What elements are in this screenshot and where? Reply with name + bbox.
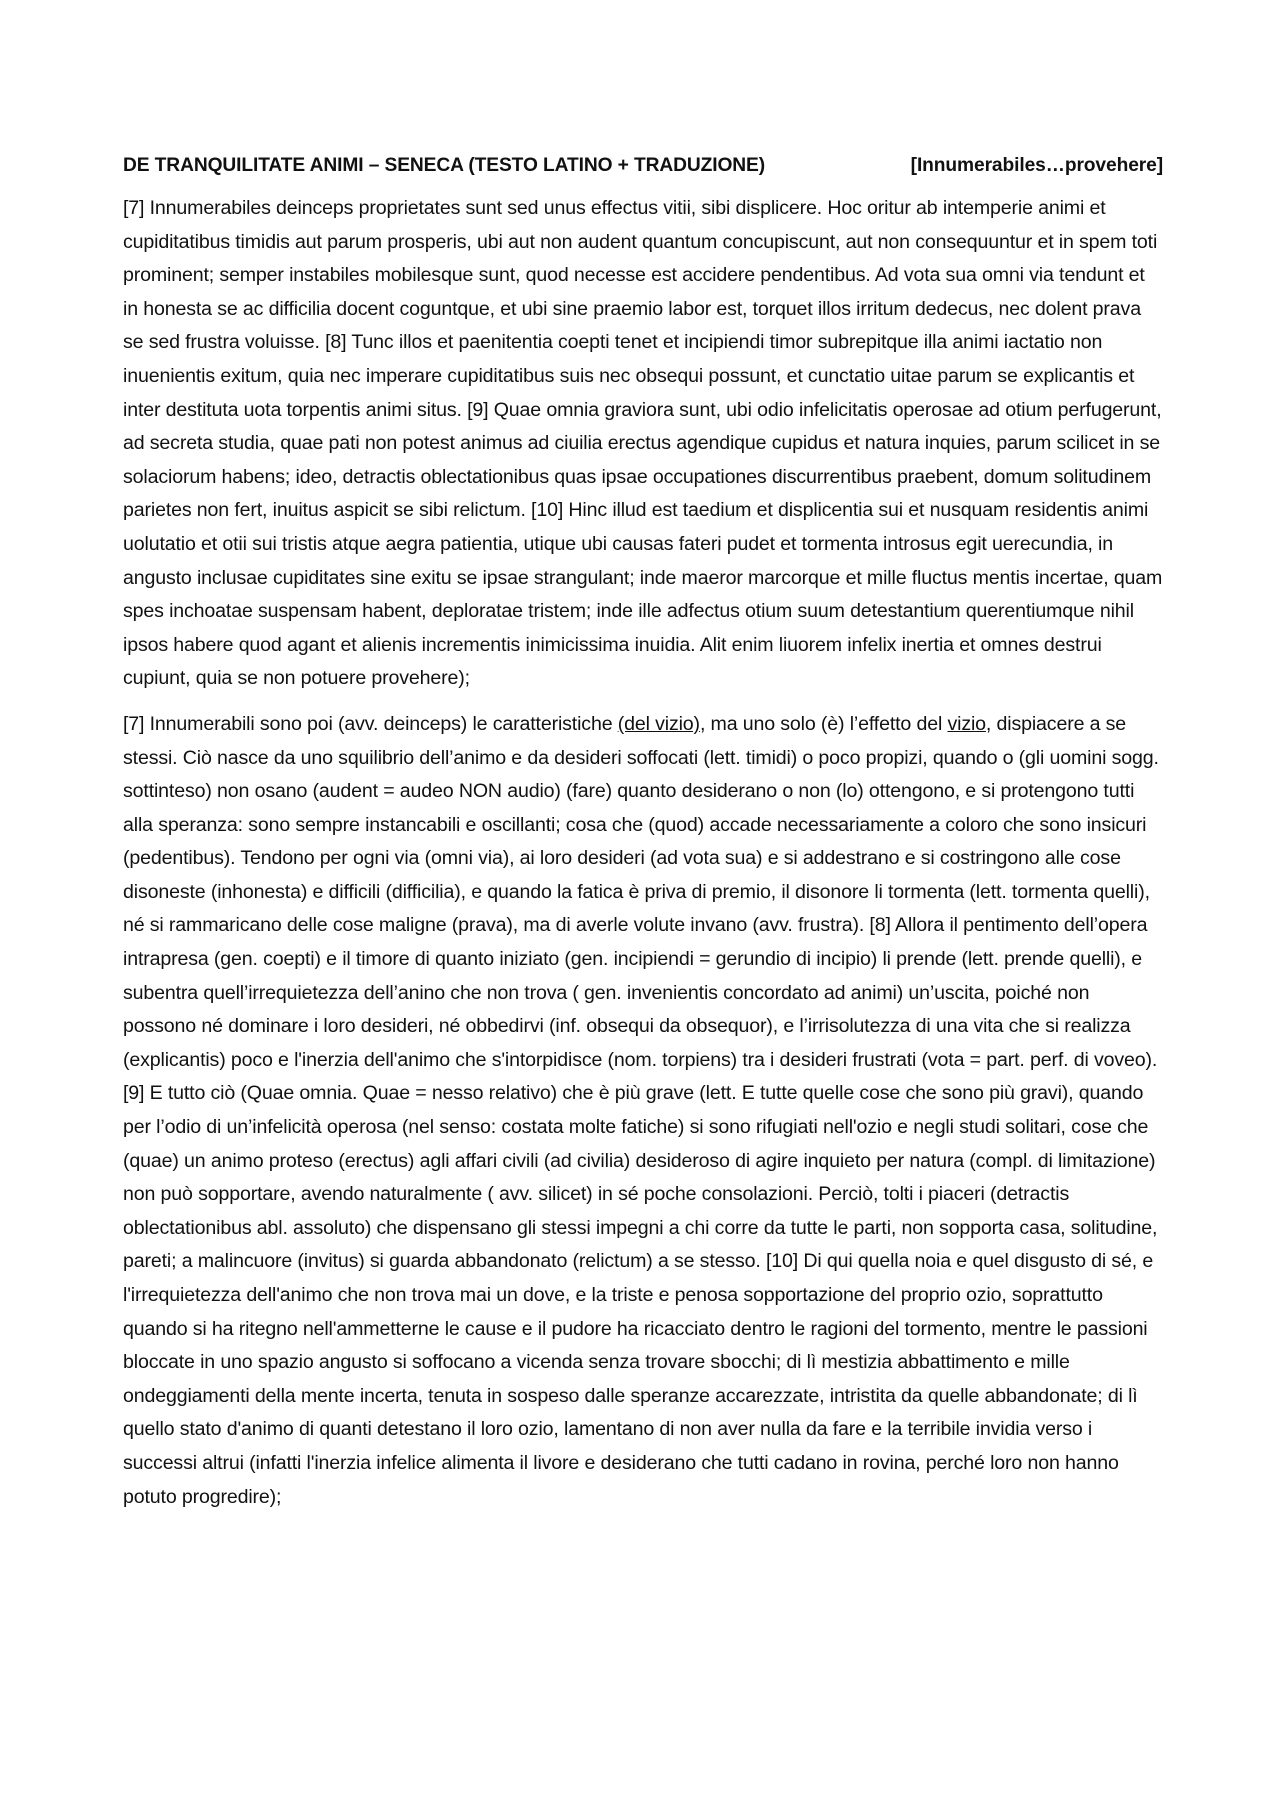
translation-part-2: , ma uno solo (è) l’effetto del — [699, 712, 948, 735]
latin-text-paragraph: [7] Innumerabiles deinceps proprietates sunt sed unus effectus vitii, sibi displicere. Hoc oritur ab intemperie animi et cupiditatibus timidis aut parum prosperis, ubi aut non audent quantum concupiscunt, aut non consequuntur et in spem toti prominent; semper instabiles mobilesque sunt, quod necesse est accidere pendentibus. Ad vota sua omni via tendunt et in honesta se ac difficilia docent coguntque, et ubi sine praemio labor est, torquet illos irritum dedecus, nec dolent prava se sed frustra voluisse. [8] Tunc illos et paenitentia coepti tenet et incipiendi timor subrepitque illa animi iactatio non inuenientis exitum, quia nec imperare cupiditatibus suis nec obsequi possunt, et cunctatio uitae parum se explicantis et inter destituta uota torpentis animi situs. [9] Quae omnia graviora sunt, ubi odio infelicitatis operosae ad otium perfugerunt, ad secreta studia, quae pati non potest animus ad ciuilia erectus agendique cupidus et natura inquies, parum scilicet in se solaciorum habens; ideo, detractis oblectationibus quas ipsae occupationes discurrentibus praebent, domum solitudinem parietes non fert, inuitus aspicit se sibi relictum. [10] Hinc illud est taedium et displicentia sui et nusquam residentis animi uolutatio et otii sui tristis atque aegra patientia, utique ubi causas fateri pudet et tormenta introsus egit uerecundia, in angusto inclusae cupiditates sine exitu se ipsae strangulant; inde maeror marcorque et mille fluctus mentis incertae, quam spes inchoatae suspensam habent, deploratae tristem; inde ille adfectus otium suum detestantium querentiumque nihil ipsos habere quod agant et alienis incrementis inimicissima inuidia. Alit enim liuorem infelix inertia et omnes destrui cupiunt, quia se non potuere provehere); — [123, 197, 1163, 690]
translation-underline-del-vizio: (del vizio) — [617, 712, 700, 735]
document-page — [123, 152, 1163, 1514]
document-header — [123, 152, 1163, 180]
document-title: DE TRANQUILITATE ANIMI – SENECA (TESTO LATINO + TRADUZIONE) — [123, 155, 766, 176]
section-range: [Innumerabiles…provehere] — [910, 155, 1163, 176]
translation-part-1: [7] Innumerabili sono poi (avv. deinceps) le caratteristiche — [123, 712, 618, 735]
italian-translation-paragraph — [123, 708, 1163, 1514]
translation-underline-vizio: vizio — [947, 712, 986, 735]
translation-part-3: , dispiacere a se stessi. Ciò nasce da uno squilibrio dell’animo e da desideri soffocati (lett. timidi) o poco propizi, quando o (gli uomini sogg. sottinteso) non osano (audent = audeo NON audio) (fare) quanto desiderano o non (lo) ottengono, e si protengono tutti alla speranza: sono sempre instancabili e oscillanti; cosa che (quod) accade necessariamente a coloro che sono insicuri (pedentibus). Tendono per ogni via (omni via), ai loro desideri (ad vota sua) e si addestrano e si costringono alle cose disoneste (inhonesta) e difficili (difficilia), e quando la fatica è priva di premio, il disonore li tormenta (lett. tormenta quelli), né si rammaricano delle cose maligne (prava), ma di averle volute invano (avv. frustra). [8] Allora il pentimento dell’opera intrapresa (gen. coepti) e il timore di quanto iniziato (gen. incipiendi = gerundio di incipio) li prende (lett. prende quelli), e subentra quell’irrequietezza dell’anino che non trova ( gen. invenientis concordato ad animi) un’uscita, poiché non possono né dominare i loro desideri, né obbedirvi (inf. obsequi da obsequor), e l’irrisolutezza di una vita che si realizza (explicantis) poco e l'inerzia dell'animo che s'intorpidisce (nom. torpiens) tra i desideri frustrati (vota = part. perf. di voveo). [9] E tutto ciò (Quae omnia. Quae = nesso relativo) che è più grave (lett. E tutte quelle cose che sono più gravi), quando per l’odio di un’infelicità operosa (nel senso: costata molte fatiche) si sono rifugiati nell'ozio e negli studi solitari, cose che (quae) un animo proteso (erectus) agli affari civili (ad civilia) desideroso di agire inquieto per natura (compl. di limitazione) non può sopportare, avendo naturalmente ( avv. silicet) in sé poche consolazioni. Perciò, tolti i piaceri (detractis oblectationibus abl. assoluto) che dispensano gli stessi impegni a chi corre da tutte le parti, non sopporta casa, solitudine, pareti; a malincuore (invitus) si guarda abbandonato (relictum) a se stesso. [10] Di qui quella noia e quel disgusto di sé, e l'irrequietezza dell'animo che non trova mai un dove, e la triste e penosa sopportazione del proprio ozio, soprattutto quando si ha ritegno nell'ammetterne le cause e il pudore ha ricacciato dentro le ragioni del tormento, mentre le passioni bloccate in uno spazio angusto si soffocano a vicenda senza trovare sbocchi; di lì mestizia abbattimento e mille ondeggiamenti della mente incerta, tenuta in sospeso dalle speranze accarezzate, intristita da quelle abbandonate; di lì quello stato d'animo di quanti detestano il loro ozio, lamentano di non aver nulla da fare e la terribile invidia verso i successi altrui (infatti l'inerzia infelice alimenta il livore e desiderano che tutti cadano in rovina, perché loro non hanno potuto progredire); — [123, 712, 1159, 1508]
